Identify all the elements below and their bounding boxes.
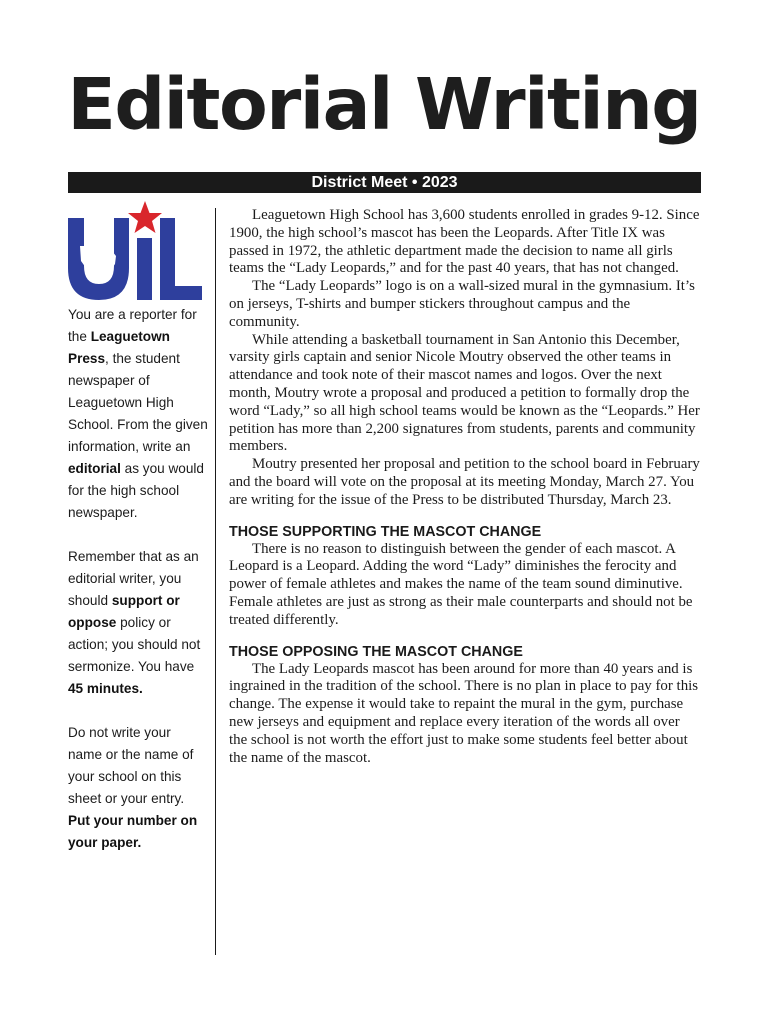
support-paragraph: There is no reason to distinguish between the gender of each mascot. A Leopard is a Leopard. Adding the word “Lady” diminishes the ferocity and power of female athletes and makes the name of the team sound diminutive. Female athletes are just as strong as their male counterparts and should not be treated differently. bbox=[229, 540, 693, 628]
instructions-paragraph-3: Do not write your name or the name of your school on this sheet or your entry. Put your number on your paper. bbox=[68, 725, 198, 850]
body-paragraph: Moutry presented her proposal and petition to the school board in February and the board will vote on the proposal at its meeting Monday, March 27. You are writing for the issue of the Press to be distributed Thursday, March 23. bbox=[229, 456, 700, 508]
body-paragraph: While attending a basketball tournament in San Antonio this December, varsity girls captain and senior Nicole Moutry observed the other teams in attendance and took note of their mascot names and logos. Over the next month, Moutry wrote a proposal and produced a petition to formally drop the word “Lady,” so all high school teams would be known as the “Leopards.” Her petition has more than 2,200 signatures from students, parents and community members. bbox=[229, 331, 700, 455]
oppose-paragraph: The Lady Leopards mascot has been around for more than 40 years and is ingrained in the tradition of the school. There is no plan in place to pay for this change. The expense it would take to repaint the mural in the gym, purchase new jerseys and equipment and replace every iteration of the words all over the school is not worth the effort just to make some students feel better about the name of the mascot. bbox=[229, 660, 699, 766]
event-banner: District Meet • 2023 bbox=[68, 172, 701, 193]
body-paragraph: The “Lady Leopards” logo is on a wall-sized mural in the gymnasium. It’s on jerseys, T-shirts and bumper stickers throughout campus and the community. bbox=[229, 278, 695, 330]
prompt-body bbox=[229, 207, 701, 767]
uil-logo bbox=[66, 200, 204, 304]
instructions-paragraph-1: You are a reporter for the Leaguetown Press, the student newspaper of Leaguetown High School. From the given information, write an editorial as you would for the high school newspaper. bbox=[68, 307, 208, 520]
page-title: Editorial Writing bbox=[67, 63, 701, 146]
support-heading: THOSE SUPPORTING THE MASCOT CHANGE bbox=[229, 523, 542, 540]
body-paragraph: Leaguetown High School has 3,600 students enrolled in grades 9-12. Since 1900, the high school’s mascot has been the Leopards. After Title IX was passed in 1972, the athletic department made the decision to name all girls teams the “Lady Leopards,” and for the past 40 years, that has not changed. bbox=[229, 207, 700, 277]
oppose-heading: THOSE OPPOSING THE MASCOT CHANGE bbox=[229, 643, 523, 660]
instructions-paragraph-2: Remember that as an editorial writer, you should support or oppose policy or action; you should not sermonize. You have 45 minutes. bbox=[68, 549, 201, 696]
column-divider bbox=[215, 208, 216, 955]
instructions-sidebar bbox=[68, 304, 208, 876]
